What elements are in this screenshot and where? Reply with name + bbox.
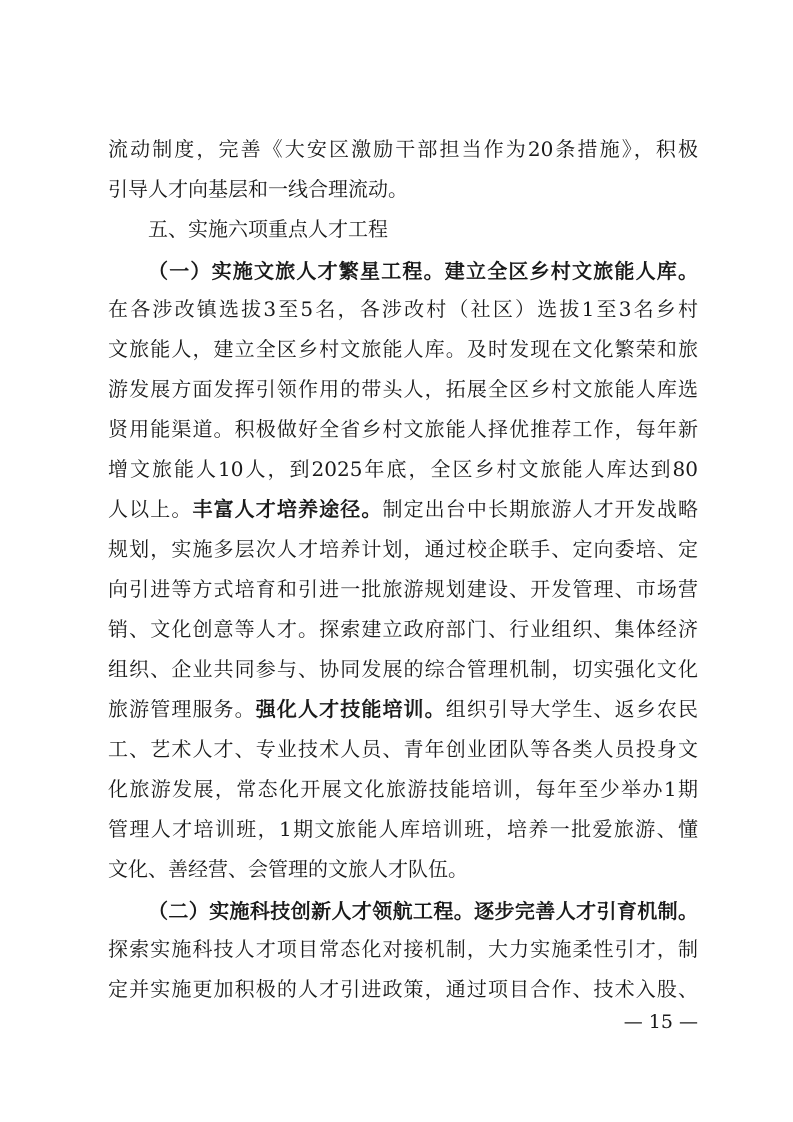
paragraph-line (108, 969, 698, 1009)
paragraph-line (108, 809, 698, 849)
paragraph-line (108, 289, 698, 329)
text-segment: 旅游管理服务。 (108, 697, 256, 721)
text-segment: 五、实施六项重点人才工程 (148, 217, 388, 241)
text-segment: 制定出台中长期旅游人才开发战略 (382, 497, 698, 521)
text-segment: 组织引导大学生、返乡农民 (445, 697, 698, 721)
paragraph-line (108, 129, 698, 169)
text-segment: 定并实施更加积极的人才引进政策，通过项目合作、技术入股、 (108, 977, 698, 1001)
bold-lead-in: 强化人才技能培训。 (255, 697, 446, 721)
paragraph-line (108, 369, 698, 409)
paragraph-line (108, 569, 698, 609)
paragraph-line (108, 529, 698, 569)
paragraph-line (108, 769, 698, 809)
paragraph-line (108, 929, 698, 969)
page-number: — 15 — (623, 1011, 698, 1033)
text-segment: 向引进等方式培育和引进一批旅游规划建设、开发管理、市场营 (108, 577, 698, 601)
paragraph-line (108, 689, 698, 729)
paragraph-line (108, 329, 698, 369)
paragraph-line (108, 609, 698, 649)
text-segment: 增文旅能人10人，到2025年底，全区乡村文旅能人库达到80 (108, 457, 698, 481)
text-segment: 人以上。 (108, 497, 193, 521)
text-segment: （二）实施科技创新人才领航工程。逐步完善人才引育机制。 (148, 899, 698, 923)
paragraph-line (108, 169, 698, 209)
text-segment: 管理人才培训班，1期文旅能人库培训班，培养一批爱旅游、懂 (108, 817, 698, 841)
text-segment: 化旅游发展，常态化开展文化旅游技能培训，每年至少举办1期 (108, 777, 698, 801)
paragraph-line (108, 849, 698, 889)
paragraph-line (108, 649, 698, 689)
text-segment: （一）实施文旅人才繁星工程。建立全区乡村文旅能人库。 (148, 259, 698, 283)
text-segment: 工、艺术人才、专业技术人员、青年创业团队等各类人员投身文 (108, 737, 698, 761)
text-segment: 在各涉改镇选拔3至5名，各涉改村（社区）选拔1至3名乡村 (108, 297, 698, 321)
subsection-heading (148, 891, 698, 931)
bold-lead-in: 丰富人才培养途径。 (192, 497, 383, 521)
paragraph-line (108, 729, 698, 769)
text-segment: 规划，实施多层次人才培养计划，通过校企联手、定向委培、定 (108, 537, 698, 561)
text-segment: 组织、企业共同参与、协同发展的综合管理机制，切实强化文化 (108, 657, 698, 681)
text-segment: 贤用能渠道。积极做好全省乡村文旅能人择优推荐工作，每年新 (108, 417, 698, 441)
text-segment: 文化、善经营、会管理的文旅人才队伍。 (108, 857, 468, 881)
text-segment: 探索实施科技人才项目常态化对接机制，大力实施柔性引才，制 (108, 937, 698, 961)
text-segment: 游发展方面发挥引领作用的带头人，拓展全区乡村文旅能人库选 (108, 377, 698, 401)
paragraph-line (108, 489, 698, 529)
text-segment: 引导人才向基层和一线合理流动。 (108, 177, 408, 201)
text-segment: 销、文化创意等人才。探索建立政府部门、行业组织、集体经济 (108, 617, 698, 641)
section-heading (148, 209, 698, 249)
text-segment: 文旅能人，建立全区乡村文旅能人库。及时发现在文化繁荣和旅 (108, 337, 698, 361)
subsection-heading (148, 251, 698, 291)
paragraph-line (108, 409, 698, 449)
text-segment: 流动制度，完善《大安区激励干部担当作为20条措施》，积极 (108, 137, 698, 161)
paragraph-line (108, 449, 698, 489)
